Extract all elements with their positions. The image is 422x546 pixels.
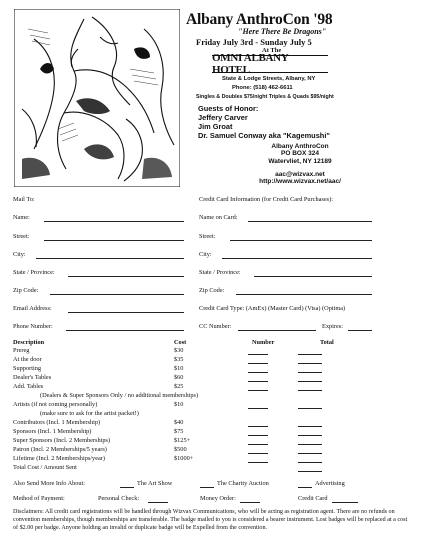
money-order-option: Money Order:: [200, 495, 236, 502]
charity-auction-checkbox[interactable]: [200, 487, 214, 488]
dragon-illustration: [14, 9, 180, 187]
event-dates: Friday July 3rd - Sunday July 5: [196, 37, 312, 47]
row-desc: Dealer's Tables: [13, 374, 52, 381]
mail-address: [200, 143, 400, 185]
total-field[interactable]: [298, 444, 322, 445]
more-info-label: Also Send More Info About:: [13, 480, 86, 487]
col-total: Total: [320, 339, 334, 346]
card-city-label: City:: [199, 251, 212, 258]
row-desc: Add. Tables: [13, 383, 44, 390]
personal-check-field[interactable]: [148, 502, 168, 503]
hotel-rates: Singles & Doubles $75/night Triples & Quads $95/night: [196, 94, 334, 100]
cc-number-field[interactable]: [238, 330, 316, 331]
personal-check-option: Personal Check:: [98, 495, 140, 502]
guest-1: Jeffery Carver: [198, 113, 248, 122]
grand-total-field[interactable]: [298, 471, 322, 472]
city-field[interactable]: [36, 258, 184, 259]
disclaimer-text: Disclaimers: All credit card registrations will be handled through Wizvax Communications, who will be acting as registration agent. There are no refunds on convention memberships, though memberships are transferable. The badge mailed to you is considered a bearer instrument. Lost badges will be replaced at a cost of $2.00 per badge. Anyone holding an invalid or duplicate badge will be Expelled from the convention.: [13, 509, 408, 531]
charity-auction-option: The Charity Auction: [217, 480, 269, 487]
row-cost: $10: [174, 365, 184, 372]
card-zip-field[interactable]: [236, 294, 372, 295]
row-total-label: Total Cost / Amount Sent: [13, 464, 77, 471]
mail-address-line: PO BOX 324: [281, 150, 319, 158]
hotel-address: State & Lodge Streets, Albany, NY: [222, 76, 316, 82]
row-note: (make sure to ask for the artist packet!): [40, 410, 139, 417]
state-label: State / Province:: [13, 269, 55, 276]
contact-email[interactable]: aac@wizvax.net: [275, 170, 325, 178]
total-field[interactable]: [298, 453, 322, 454]
number-field[interactable]: [248, 453, 268, 454]
col-cost: Cost: [174, 339, 187, 346]
guests-heading: Guests of Honor:: [198, 104, 259, 113]
street-label: Street:: [13, 233, 30, 240]
city-label: City:: [13, 251, 26, 258]
row-desc: Artists (if not coming personally): [13, 401, 98, 408]
row-cost: $10: [174, 401, 184, 408]
total-field[interactable]: [298, 462, 322, 463]
card-street-label: Street:: [199, 233, 216, 240]
row-cost: $1000+: [174, 455, 194, 462]
card-street-field[interactable]: [230, 240, 372, 241]
col-description: Description: [13, 339, 45, 346]
expires-field[interactable]: [348, 330, 372, 331]
row-desc: Lifetime (Incl. 2 Memberships/year): [13, 455, 105, 462]
money-order-field[interactable]: [240, 502, 260, 503]
number-field[interactable]: [248, 390, 268, 391]
row-cost: $500: [174, 446, 187, 453]
row-desc: Contributors (Incl. 1 Membership): [13, 419, 101, 426]
number-field[interactable]: [248, 354, 268, 355]
mail-address-line: Watervliet, NY 12189: [268, 157, 332, 165]
row-desc: Prereg: [13, 347, 30, 354]
hotel-phone: Phone: (518) 462-6611: [232, 85, 293, 91]
mail-address-line: Albany AnthroCon: [271, 143, 329, 150]
expires-label: Expires:: [322, 323, 343, 330]
col-number: Number: [252, 339, 275, 346]
guest-2: Jim Groat: [198, 122, 233, 131]
email-label: Email Address:: [13, 305, 52, 312]
street-field[interactable]: [44, 240, 184, 241]
total-field[interactable]: [298, 426, 322, 427]
card-zip-label: Zip Code:: [199, 287, 225, 294]
card-state-label: State / Province:: [199, 269, 241, 276]
card-name-field[interactable]: [248, 221, 372, 222]
row-cost: $30: [174, 347, 184, 354]
cc-number-label: CC Number:: [199, 323, 232, 330]
phone-label: Phone Number:: [13, 323, 53, 330]
row-desc: Patron (Incl. 2 Memberships/5 years): [13, 446, 107, 453]
card-name-label: Name on Card:: [199, 214, 238, 221]
row-desc: Sponsors (Incl. 1 Membership): [13, 428, 92, 435]
payment-method-label: Method of Payment:: [13, 495, 65, 502]
state-field[interactable]: [68, 276, 184, 277]
card-state-field[interactable]: [254, 276, 372, 277]
total-field[interactable]: [298, 381, 322, 382]
total-field[interactable]: [298, 390, 322, 391]
advertising-option: Advertising: [315, 480, 345, 487]
cc-info-label: Credit Card Information (for Credit Card Purchases):: [199, 196, 333, 203]
row-cost: $60: [174, 374, 184, 381]
mail-to-label: Mail To:: [13, 196, 35, 203]
credit-card-field[interactable]: [332, 502, 358, 503]
total-field[interactable]: [298, 363, 322, 364]
number-field[interactable]: [248, 426, 268, 427]
row-cost: $75: [174, 428, 184, 435]
row-cost: $125+: [174, 437, 191, 444]
row-desc: Supporting: [13, 365, 41, 372]
guest-3: Dr. Samuel Conway aka "Kagemushi": [198, 131, 330, 140]
total-field[interactable]: [298, 372, 322, 373]
total-field[interactable]: [298, 435, 322, 436]
at-the-label: At The: [262, 47, 282, 54]
art-show-checkbox[interactable]: [120, 487, 134, 488]
row-cost: $35: [174, 356, 184, 363]
website-link[interactable]: http://www.wizvax.net/aac/: [259, 178, 341, 186]
hotel-name: OMNI ALBANY HOTEL: [212, 52, 289, 76]
zip-field[interactable]: [50, 294, 184, 295]
card-city-field[interactable]: [222, 258, 372, 259]
art-show-option: The Art Show: [137, 480, 173, 487]
advertising-checkbox[interactable]: [298, 487, 312, 488]
number-field[interactable]: [248, 372, 268, 373]
card-type-label: Credit Card Type: (AmEx) (Master Card) (Visa) (Optima): [199, 305, 346, 312]
zip-label: Zip Code:: [13, 287, 39, 294]
total-field[interactable]: [298, 408, 322, 409]
row-note: (Dealers & Super Sponsors Only / no additional memberships): [40, 392, 199, 399]
event-tagline: "Here There Be Dragons": [238, 27, 327, 36]
event-title: Albany AnthroCon '98: [186, 11, 333, 28]
hotel-logo: [212, 52, 328, 76]
number-field[interactable]: [248, 381, 268, 382]
total-field[interactable]: [298, 354, 322, 355]
phone-field[interactable]: [66, 330, 184, 331]
row-cost: $40: [174, 419, 184, 426]
number-field[interactable]: [248, 408, 268, 409]
number-field[interactable]: [248, 363, 268, 364]
credit-card-option: Credit Card: [298, 495, 328, 502]
name-field[interactable]: [44, 221, 184, 222]
email-field[interactable]: [68, 312, 184, 313]
number-field[interactable]: [248, 444, 268, 445]
row-desc: Super Sponsors (Incl. 2 Memberships): [13, 437, 111, 444]
number-field[interactable]: [248, 462, 268, 463]
row-desc: At the door: [13, 356, 42, 363]
number-field[interactable]: [248, 435, 268, 436]
name-label: Name:: [13, 214, 30, 221]
row-cost: $25: [174, 383, 184, 390]
